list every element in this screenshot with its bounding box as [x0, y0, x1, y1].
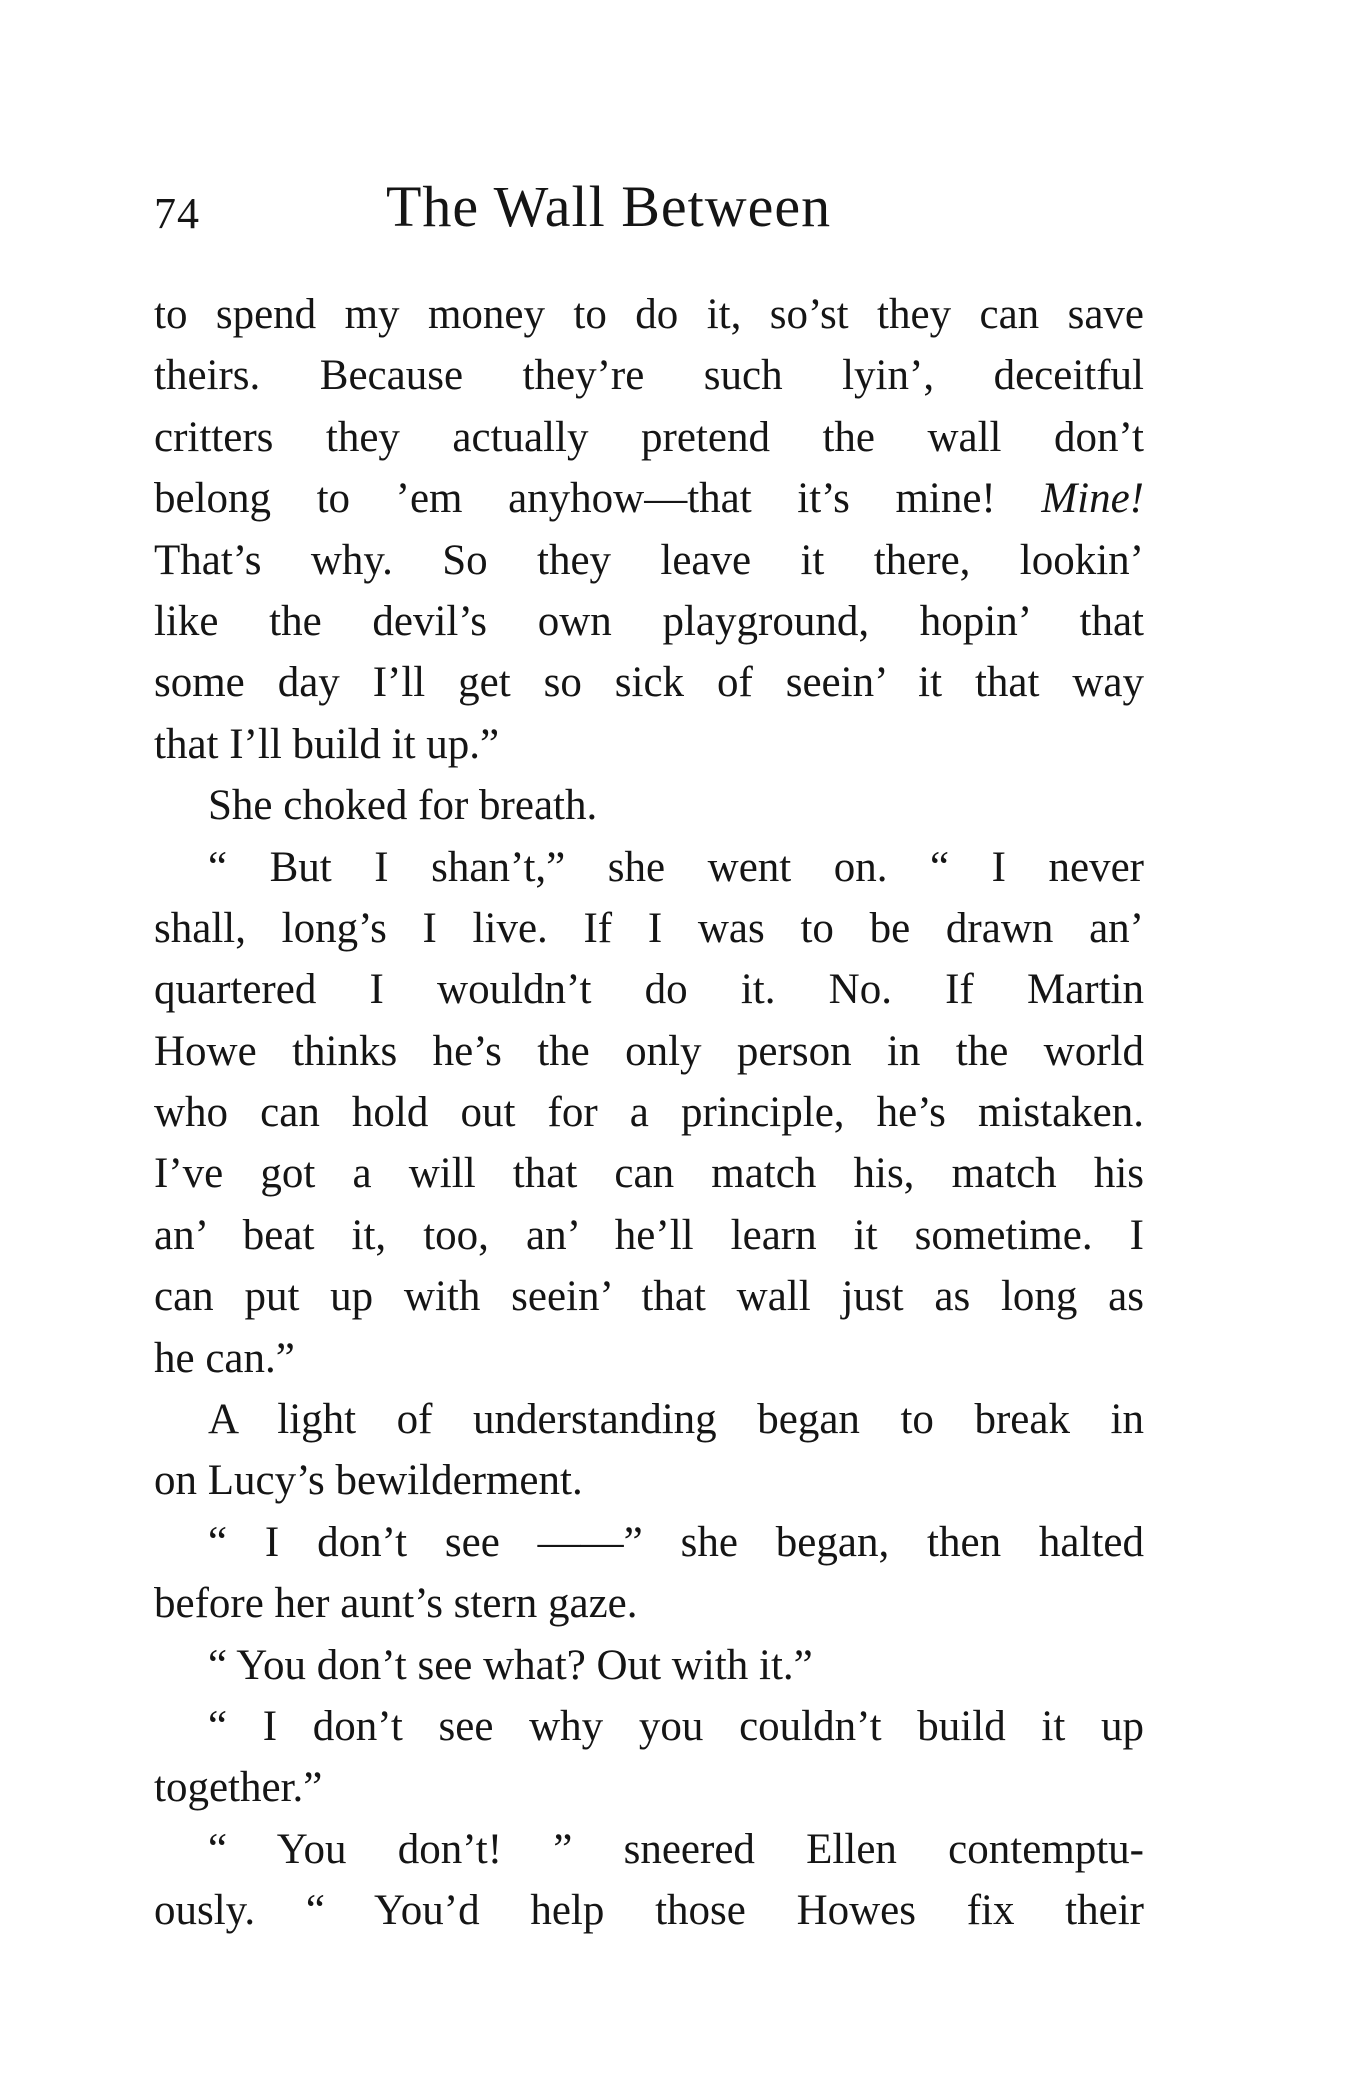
- text-line: ously. “ You’d help those Howes fix their: [154, 1887, 1144, 1935]
- running-title: The Wall Between: [386, 174, 832, 239]
- text-line: who can hold out for a principle, he’s mistaken.: [154, 1089, 1144, 1137]
- text-line: an’ beat it, too, an’ he’ll learn it sometime. I: [154, 1211, 1144, 1259]
- text-line: to spend my money to do it, so’st they can save: [154, 291, 1144, 338]
- text-run: belong to ’em anyhow—that it’s mine!: [154, 475, 1042, 523]
- text-line: I’ve got a will that can match his, match his: [154, 1150, 1144, 1198]
- text-line: “ I don’t see why you couldn’t build it up: [208, 1702, 1144, 1750]
- text-line: shall, long’s I live. If I was to be drawn an’: [154, 904, 1144, 952]
- text-line: She choked for breath.: [208, 782, 598, 830]
- page-number: 74: [154, 189, 200, 238]
- text-line: theirs. Because they’re such lyin’, deceitful: [154, 352, 1144, 400]
- body-text: [154, 284, 1144, 1942]
- text-line: before her aunt’s stern gaze.: [154, 1580, 638, 1628]
- text-line: A light of understanding began to break in: [208, 1396, 1144, 1444]
- text-line: [154, 468, 1144, 529]
- text-line: “ I don’t see ——” she began, then halted: [208, 1518, 1144, 1566]
- text-line: “ But I shan’t,” she went on. “ I never: [208, 843, 1144, 891]
- text-line: Howe thinks he’s the only person in the world: [154, 1027, 1144, 1075]
- text-line: like the devil’s own playground, hopin’ that: [154, 597, 1144, 645]
- text-line: critters they actually pretend the wall don’t: [154, 413, 1144, 461]
- text-line: quartered I wouldn’t do it. No. If Martin: [154, 966, 1144, 1014]
- italic-emphasis: Mine!: [1041, 475, 1144, 523]
- text-line: “ You don’t see what? Out with it.”: [208, 1641, 813, 1689]
- text-line: That’s why. So they leave it there, lookin’: [154, 536, 1144, 584]
- text-line: on Lucy’s bewilderment.: [154, 1457, 583, 1505]
- text-line: can put up with seein’ that wall just as long as: [154, 1273, 1144, 1321]
- text-line: together.”: [154, 1764, 323, 1812]
- text-line: that I’ll build it up.”: [154, 720, 500, 768]
- running-head: [154, 174, 1154, 258]
- text-line: some day I’ll get so sick of seein’ it that way: [154, 659, 1144, 707]
- text-line: he can.”: [154, 1334, 295, 1382]
- text-line: “ You don’t! ” sneered Ellen contemptu-: [208, 1825, 1144, 1873]
